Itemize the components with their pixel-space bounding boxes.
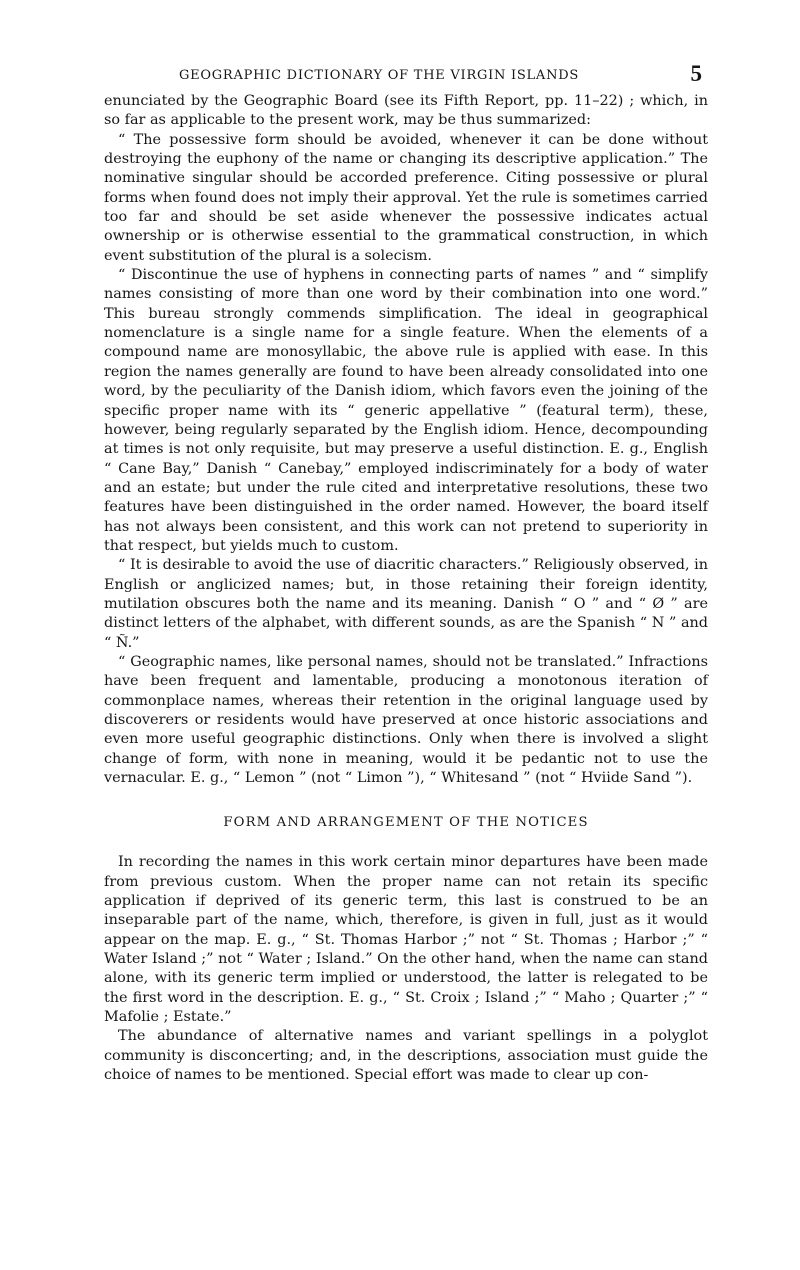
body-text-bottom xyxy=(104,853,708,1085)
paragraph-continuation: enunciated by the Geographic Board (see its Fifth Report, pp. 11–22) ; which, in so far as applicable to the present work, may be thus summarized: xyxy=(104,93,708,129)
paragraph-recording-names: In recording the names in this work certain minor departures have been made from previous custom. When the proper name can not retain its specific application if deprived of its generic term, this last is construed to be an inseparable part of the name, which, therefore, is given in full, just as it would appear on the map. E. g., “ St. Thomas Harbor ;” not “ St. Thomas ; Harbor ;” “ Water Island ;” not “ Water ; Island.” On the other hand, when the name can stand alone, with its generic term implied or understood, the latter is relegated to be the first word in the description. E. g., “ St. Croix ; Island ;” “ Maho ; Quarter ;” “ Mafolie ; Estate.” xyxy=(104,854,708,1026)
body-text-top xyxy=(104,92,708,788)
page-number: 5 xyxy=(690,61,702,86)
paragraph-diacritic-rule: “ It is desirable to avoid the use of diacritic characters.” Religiously observed, in English or anglicized names; but, in those retaining their foreign identity, mutilation obscures both the name and its meaning. Danish “ O ” and “ Ø ” are distinct letters of the alphabet, with different sounds, as are the Spanish “ N ” and “ Ñ.” xyxy=(104,557,708,651)
paragraph-alternative-names: The abundance of alternative names and variant spellings in a polyglot community is disconcerting; and, in the descriptions, association must guide the choice of names to be mentioned. Special effort was made to clear up con- xyxy=(104,1028,708,1084)
paragraph-hyphen-rule: “ Discontinue the use of hyphens in connecting parts of names ” and “ simplify names consisting of more than one word by their combination into one word.” This bureau strongly commends simplification. The ideal in geographical nomenclature is a single name for a single feature. When the elements of a compound name are monosyllabic, the above rule is applied with ease. In this region the names generally are found to have been already consolidated into one word, by the peculiarity of the Danish idiom, which favors even the joining of the specific proper name with its “ generic appellative ” (featural term), these, however, being regularly separated by the English idiom. Hence, decompounding at times is not only requisite, but may preserve a useful distinction. E. g., English “ Cane Bay,” Danish “ Canebay,” employed indiscriminately for a body of water and an estate; but under the rule cited and interpretative resolutions, these two features have been distinguished in the order named. However, the board itself has not always been consistent, and this work can not pretend to superiority in that respect, but yields much to custom. xyxy=(104,267,708,554)
book-page xyxy=(104,58,708,1086)
paragraph-possessive-rule: “ The possessive form should be avoided, whenever it can be done without destroying the euphony of the name or changing its descriptive application.” The nominative singular should be accorded preference. Citing possessive or plural forms when found does not imply their approval. Yet the rule is sometimes carried too far and should be set aside whenever the possessive indicates actual ownership or is otherwise essential to the grammatical construction, in which event substitution of the plural is a solecism. xyxy=(104,131,708,264)
paragraph-translation-rule: “ Geographic names, like personal names, should not be translated.” Infractions have been frequent and lamentable, producing a monotonous iteration of commonplace names, whereas their retention in the original language used by discoverers or residents would have preserved at once historic associations and even more useful geographic distinctions. Only when there is involved a slight change of form, with none in meaning, would it be pedantic not to use the vernacular. E. g., “ Lemon ” (not “ Limon ”), “ Whitesand ” (not “ Hviide Sand ”). xyxy=(104,653,708,787)
running-head xyxy=(104,58,708,92)
section-heading: FORM AND ARRANGEMENT OF THE NOTICES xyxy=(223,815,589,831)
running-title: GEOGRAPHIC DICTIONARY OF THE VIRGIN ISLANDS xyxy=(179,68,580,83)
